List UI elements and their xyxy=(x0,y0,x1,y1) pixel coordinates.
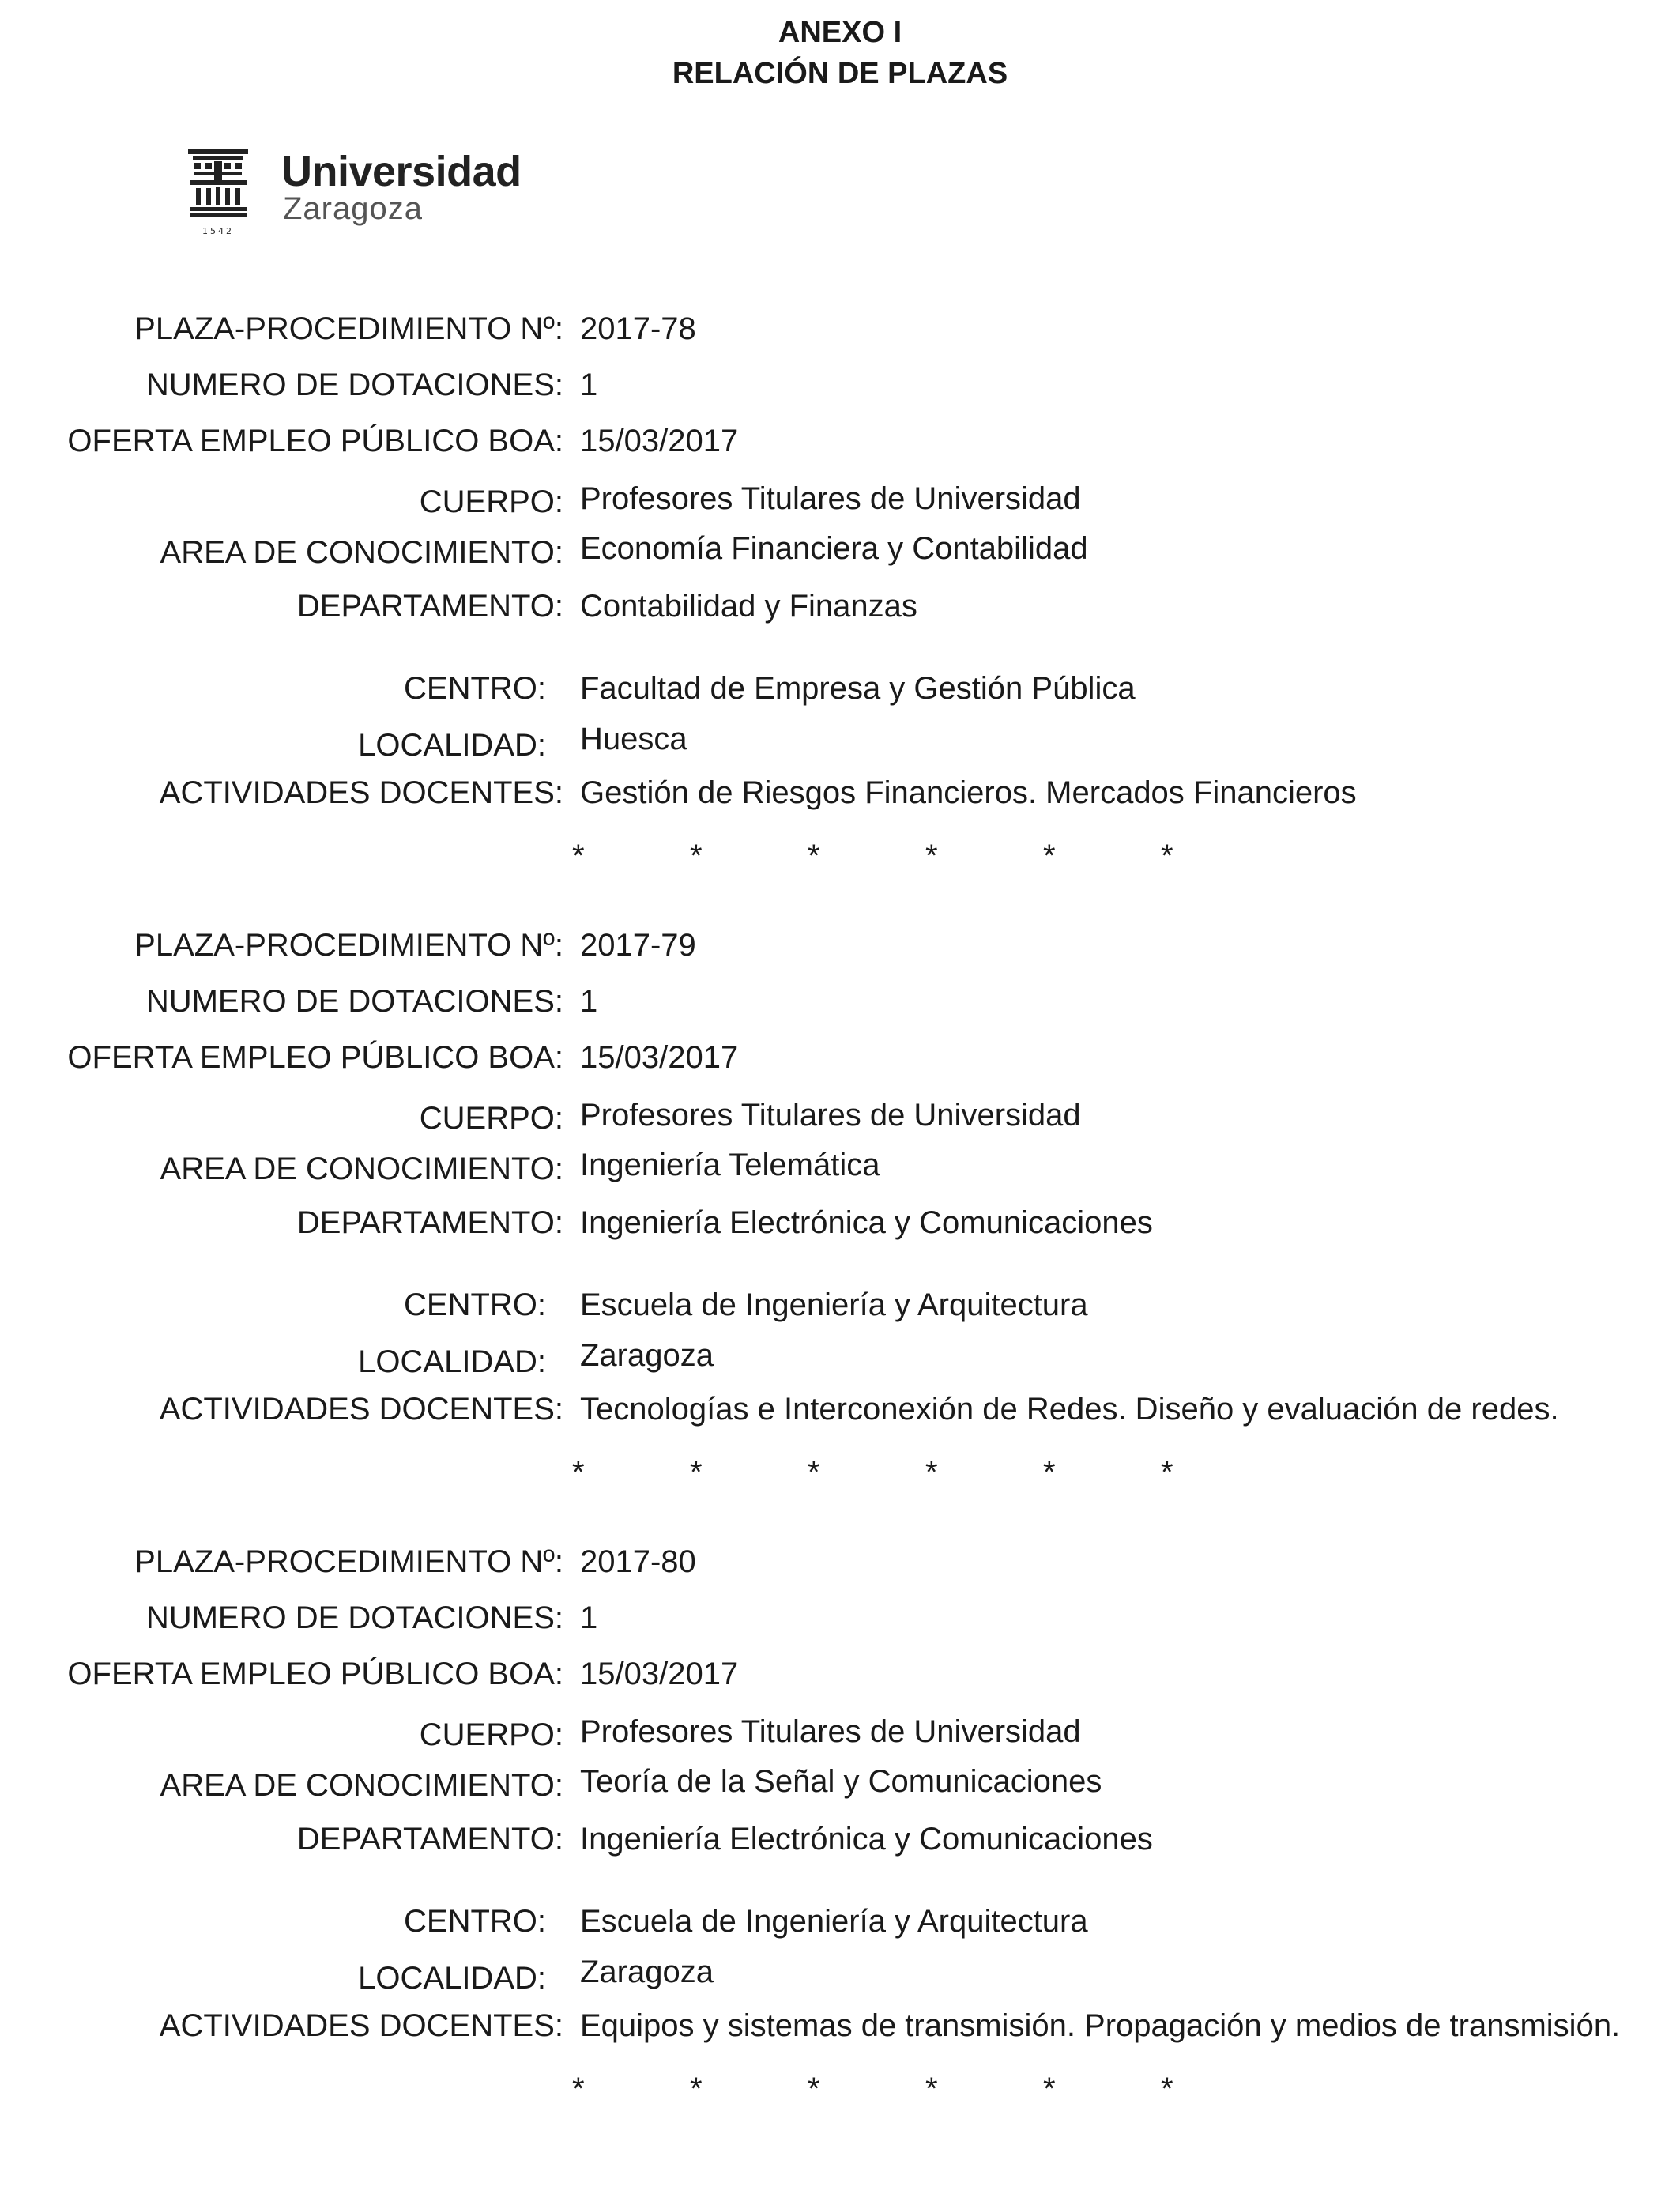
separator-star: * xyxy=(572,839,585,873)
separator-star: * xyxy=(1043,2071,1056,2106)
label-oferta: OFERTA EMPLEO PÚBLICO BOA: xyxy=(67,1040,563,1075)
label-actividades: ACTIVIDADES DOCENTES: xyxy=(159,1392,563,1427)
label-plaza: PLAZA-PROCEDIMIENTO Nº: xyxy=(134,1544,563,1579)
value-localidad: Zaragoza xyxy=(580,1955,714,1989)
label-area: AREA DE CONOCIMIENTO: xyxy=(160,535,563,570)
separator-star: * xyxy=(925,1455,938,1490)
separator-stars xyxy=(0,2073,1680,2105)
separator-star: * xyxy=(925,2071,938,2106)
separator-star: * xyxy=(572,2071,585,2106)
value-localidad: Zaragoza xyxy=(580,1338,714,1373)
label-localidad: LOCALIDAD: xyxy=(358,728,546,763)
label-actividades: ACTIVIDADES DOCENTES: xyxy=(159,775,563,810)
value-cuerpo: Profesores Titulares de Universidad xyxy=(580,481,1081,516)
separator-stars xyxy=(0,840,1680,872)
value-cuerpo: Profesores Titulares de Universidad xyxy=(580,1098,1081,1133)
value-localidad: Huesca xyxy=(580,722,687,756)
label-dotaciones: NUMERO DE DOTACIONES: xyxy=(145,984,563,1019)
separator-star: * xyxy=(1161,2071,1173,2106)
logo-city: Zaragoza xyxy=(283,191,423,226)
value-centro: Escuela de Ingeniería y Arquitectura xyxy=(580,1904,1088,1939)
separator-star: * xyxy=(690,839,703,873)
separator-star: * xyxy=(1161,1455,1173,1490)
label-plaza: PLAZA-PROCEDIMIENTO Nº: xyxy=(134,311,563,346)
value-centro: Facultad de Empresa y Gestión Pública xyxy=(580,671,1136,706)
value-oferta: 15/03/2017 xyxy=(580,1040,739,1075)
label-departamento: DEPARTAMENTO: xyxy=(296,1205,563,1240)
separator-star: * xyxy=(925,839,938,873)
value-dotaciones: 1 xyxy=(580,984,598,1019)
value-actividades: Equipos y sistemas de transmisión. Propagación y medios de transmisión. xyxy=(580,2008,1621,2043)
value-departamento: Ingeniería Electrónica y Comunicaciones xyxy=(580,1205,1153,1240)
label-area: AREA DE CONOCIMIENTO: xyxy=(160,1152,563,1186)
label-localidad: LOCALIDAD: xyxy=(358,1344,546,1379)
logo-year: 1542 xyxy=(202,226,234,236)
value-area: Teoría de la Señal y Comunicaciones xyxy=(580,1764,1102,1799)
label-plaza: PLAZA-PROCEDIMIENTO Nº: xyxy=(134,928,563,963)
label-localidad: LOCALIDAD: xyxy=(358,1961,546,1996)
separator-star: * xyxy=(690,2071,703,2106)
university-crest-icon xyxy=(186,147,250,239)
plaza-block-3 xyxy=(0,1546,1680,2170)
plaza-block-2 xyxy=(0,929,1680,1554)
separator-star: * xyxy=(1043,1455,1056,1490)
value-area: Ingeniería Telemática xyxy=(580,1148,880,1182)
separator-star: * xyxy=(572,1455,585,1490)
label-centro: CENTRO: xyxy=(404,1287,546,1322)
value-area: Economía Financiera y Contabilidad xyxy=(580,531,1088,566)
value-actividades: Gestión de Riesgos Financieros. Mercados Financieros xyxy=(580,775,1357,810)
value-oferta: 15/03/2017 xyxy=(580,424,739,458)
separator-star: * xyxy=(808,2071,820,2106)
separator-star: * xyxy=(1043,839,1056,873)
label-actividades: ACTIVIDADES DOCENTES: xyxy=(159,2008,563,2043)
value-departamento: Contabilidad y Finanzas xyxy=(580,589,917,624)
label-dotaciones: NUMERO DE DOTACIONES: xyxy=(145,1600,563,1635)
value-cuerpo: Profesores Titulares de Universidad xyxy=(580,1714,1081,1749)
label-area: AREA DE CONOCIMIENTO: xyxy=(160,1768,563,1803)
value-actividades: Tecnologías e Interconexión de Redes. Diseño y evaluación de redes. xyxy=(580,1392,1559,1427)
label-departamento: DEPARTAMENTO: xyxy=(296,589,563,624)
university-logo xyxy=(186,147,534,242)
label-departamento: DEPARTAMENTO: xyxy=(296,1822,563,1857)
label-oferta: OFERTA EMPLEO PÚBLICO BOA: xyxy=(67,1657,563,1691)
value-dotaciones: 1 xyxy=(580,368,598,402)
separator-star: * xyxy=(808,1455,820,1490)
separator-star: * xyxy=(808,839,820,873)
label-cuerpo: CUERPO: xyxy=(419,484,563,519)
value-plaza: 2017-79 xyxy=(580,928,696,963)
value-plaza: 2017-78 xyxy=(580,311,696,346)
annex-subtitle: RELACIÓN DE PLAZAS xyxy=(672,57,1008,90)
label-centro: CENTRO: xyxy=(404,1904,546,1939)
value-centro: Escuela de Ingeniería y Arquitectura xyxy=(580,1287,1088,1322)
value-oferta: 15/03/2017 xyxy=(580,1657,739,1691)
label-dotaciones: NUMERO DE DOTACIONES: xyxy=(145,368,563,402)
plaza-block-1 xyxy=(0,313,1680,937)
annex-title: ANEXO I xyxy=(778,16,902,49)
value-departamento: Ingeniería Electrónica y Comunicaciones xyxy=(580,1822,1153,1857)
logo-name: Universidad xyxy=(281,148,522,195)
separator-star: * xyxy=(690,1455,703,1490)
label-oferta: OFERTA EMPLEO PÚBLICO BOA: xyxy=(67,424,563,458)
separator-stars xyxy=(0,1457,1680,1488)
value-plaza: 2017-80 xyxy=(580,1544,696,1579)
label-cuerpo: CUERPO: xyxy=(419,1101,563,1136)
value-dotaciones: 1 xyxy=(580,1600,598,1635)
label-cuerpo: CUERPO: xyxy=(419,1717,563,1752)
separator-star: * xyxy=(1161,839,1173,873)
label-centro: CENTRO: xyxy=(404,671,546,706)
